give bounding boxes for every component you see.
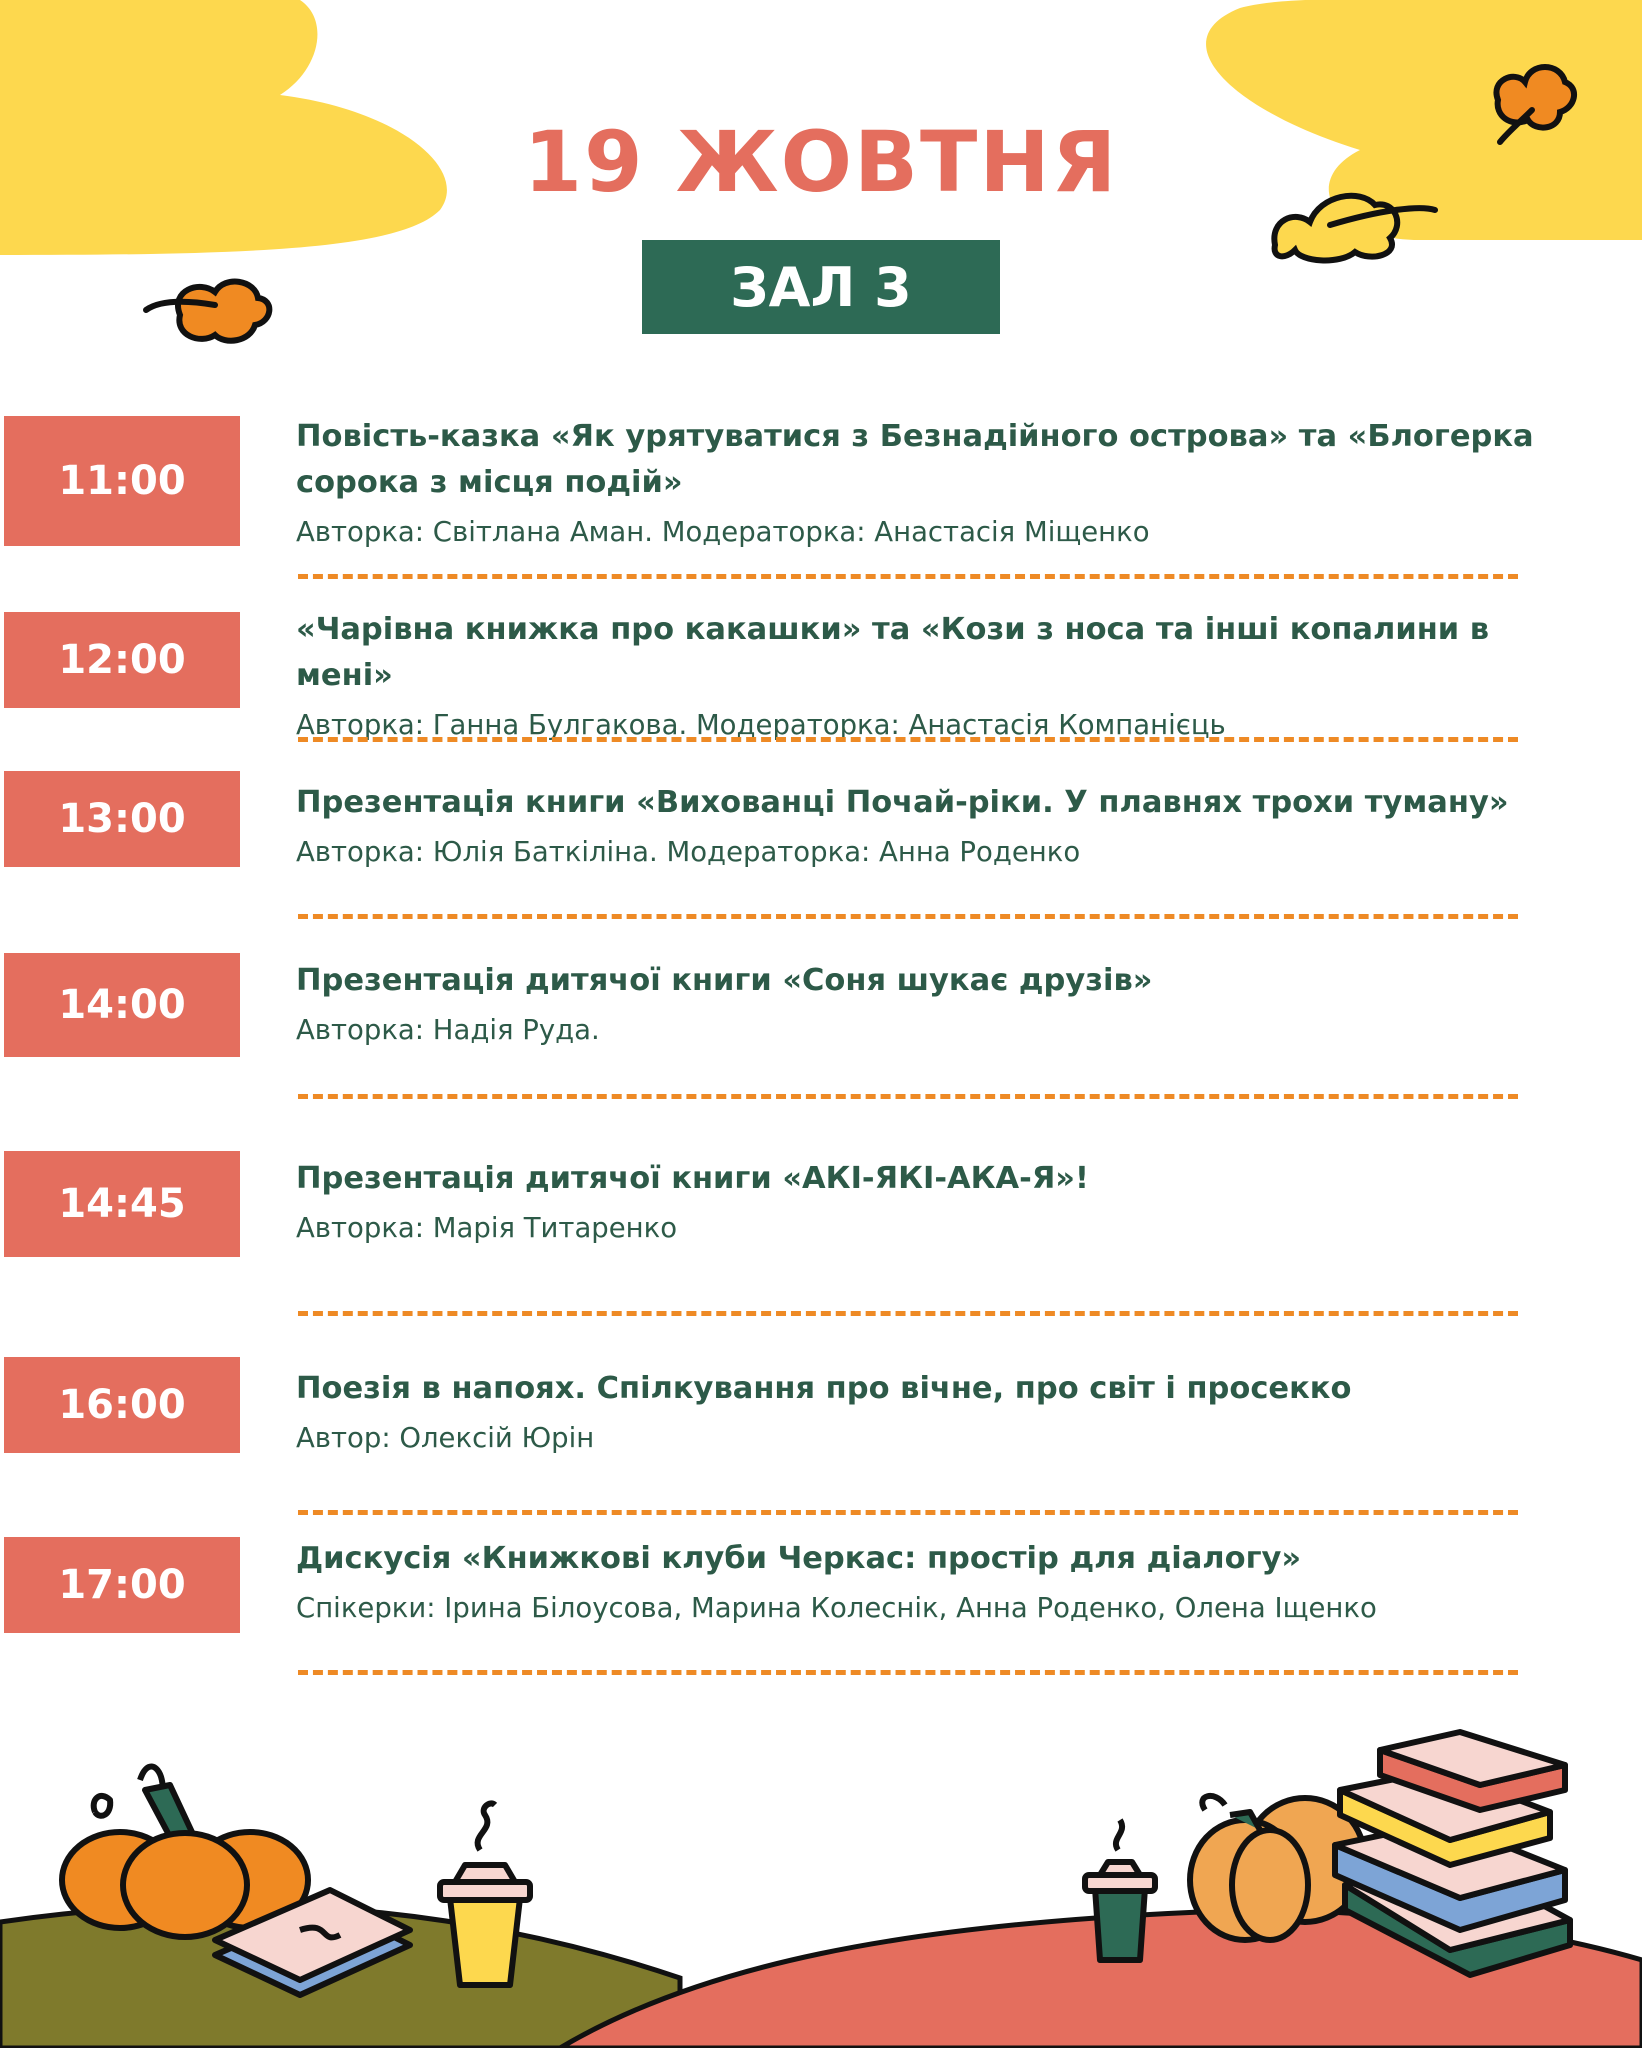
pumpkin-icon	[62, 1766, 308, 1937]
schedule-item	[296, 607, 1546, 745]
event-people: Авторка: Світлана Аман. Модераторка: Анастасія Міщенко	[296, 516, 1150, 548]
hall-badge: ЗАЛ 3	[642, 240, 1000, 334]
time-badge: 13:00	[4, 771, 240, 867]
dashed-divider	[298, 1510, 1518, 1515]
time-badge: 17:00	[4, 1537, 240, 1633]
time-badge: 11:00	[4, 416, 240, 546]
event-title: Дискусія «Книжкові клуби Черкас: простір для діалогу»	[296, 1541, 1302, 1576]
time-badge: 12:00	[4, 612, 240, 708]
dashed-divider	[298, 1094, 1518, 1099]
event-title: Повість-казка «Як урятуватися з Безнадійного острова» та «Блогерка сорока з місця подій»	[296, 419, 1534, 500]
event-people: Авторка: Ганна Булгакова. Модераторка: Анастасія Компанієць	[296, 709, 1226, 741]
leaf-icon	[146, 282, 269, 341]
schedule-item	[296, 780, 1546, 872]
event-people: Автор: Олексій Юрін	[296, 1422, 595, 1454]
schedule-item	[296, 1156, 1546, 1248]
event-people: Спікерки: Ірина Білоусова, Марина Колеснік, Анна Роденко, Олена Іщенко	[296, 1592, 1377, 1624]
schedule-item	[296, 1366, 1546, 1458]
event-title: «Чарівна книжка про какашки» та «Кози з носа та інші копалини в мені»	[296, 612, 1490, 693]
time-badge: 16:00	[4, 1357, 240, 1453]
dashed-divider	[298, 574, 1518, 579]
time-badge: 14:45	[4, 1151, 240, 1257]
schedule-item	[296, 958, 1546, 1050]
dashed-divider	[298, 737, 1518, 742]
schedule-item	[296, 414, 1546, 552]
event-title: Презентація дитячої книги «АКІ-ЯКІ-АКА-Я»!	[296, 1161, 1089, 1196]
event-title: Презентація книги «Вихованці Почай-ріки. У плавнях трохи туману»	[296, 785, 1509, 820]
event-title: Поезія в напоях. Спілкування про вічне, про світ і просекко	[296, 1371, 1352, 1406]
event-date-title: 19 ЖОВТНЯ	[523, 113, 1119, 211]
dashed-divider	[298, 1670, 1518, 1675]
event-people: Авторка: Марія Титаренко	[296, 1212, 678, 1244]
event-people: Авторка: Надія Руда.	[296, 1014, 600, 1046]
dashed-divider	[298, 1311, 1518, 1316]
schedule-item	[296, 1536, 1546, 1628]
event-title: Презентація дитячої книги «Соня шукає друзів»	[296, 963, 1153, 998]
dashed-divider	[298, 914, 1518, 919]
event-people: Авторка: Юлія Баткіліна. Модераторка: Анна Роденко	[296, 836, 1081, 868]
time-badge: 14:00	[4, 953, 240, 1057]
